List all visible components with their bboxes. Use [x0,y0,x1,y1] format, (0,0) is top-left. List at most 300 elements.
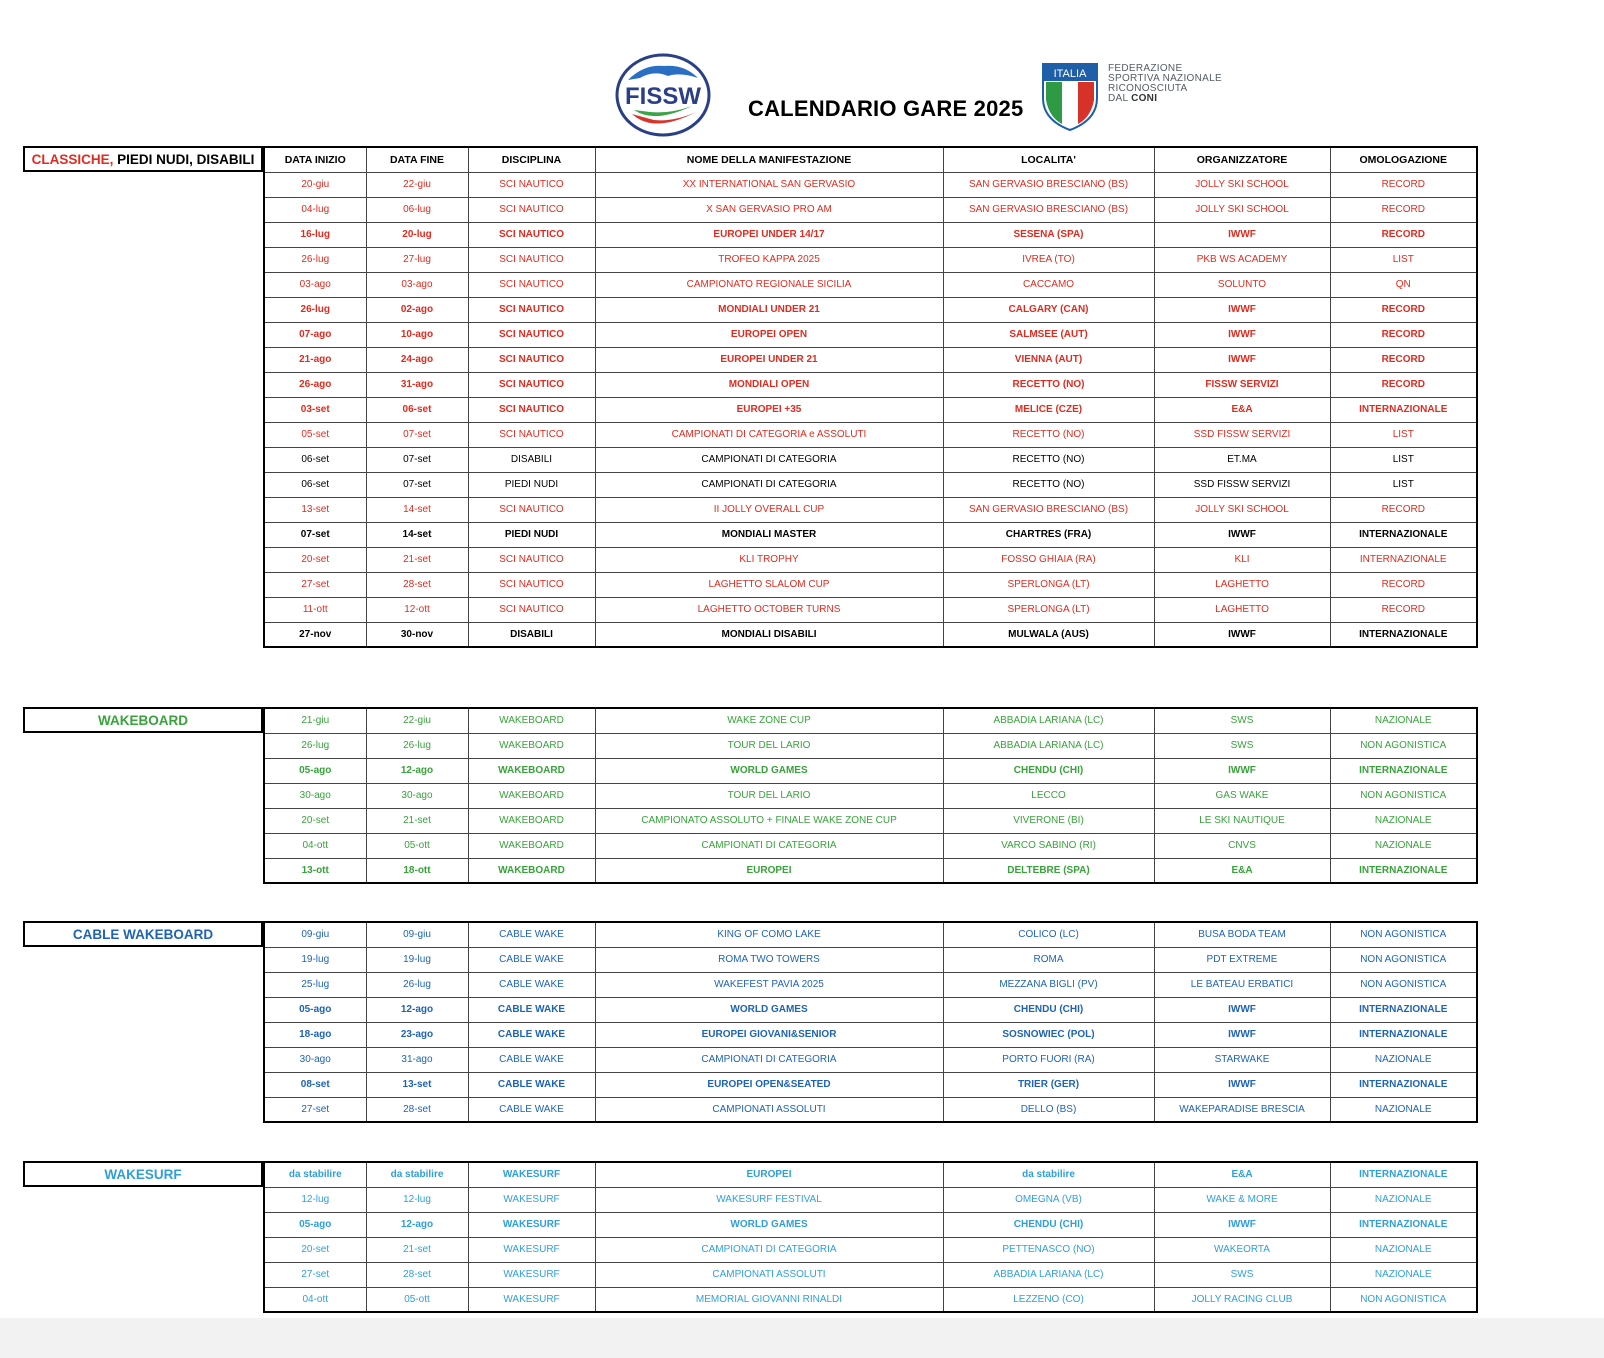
cell-nome-manifestazione: CAMPIONATI ASSOLUTI [595,1097,943,1122]
cell-data-fine: 26-lug [366,733,468,758]
cell-data-inizio: 13-set [264,497,366,522]
cell-data-inizio: 13-ott [264,858,366,883]
cell-nome-manifestazione: X SAN GERVASIO PRO AM [595,197,943,222]
cell-organizzatore: SWS [1154,733,1330,758]
page-bottom-margin [0,1318,1604,1358]
cell-data-inizio: 30-ago [264,1047,366,1072]
fissw-logo-text: FISSW [625,83,701,110]
cell-omologazione: RECORD [1330,572,1477,597]
table-row [264,322,1477,347]
cell-nome-manifestazione: MONDIALI OPEN [595,372,943,397]
cell-disciplina: SCI NAUTICO [468,247,595,272]
cell-data-fine: 07-set [366,447,468,472]
cell-disciplina: SCI NAUTICO [468,322,595,347]
cell-nome-manifestazione: WAKE ZONE CUP [595,708,943,733]
table-row [264,547,1477,572]
cell-nome-manifestazione: MEMORIAL GIOVANNI RINALDI [595,1287,943,1312]
cell-localita: ABBADIA LARIANA (LC) [943,708,1154,733]
cell-organizzatore: LAGHETTO [1154,572,1330,597]
cell-disciplina: DISABILI [468,622,595,647]
cell-data-inizio: 26-lug [264,297,366,322]
table-row [264,247,1477,272]
cell-organizzatore: LE BATEAU ERBATICI [1154,972,1330,997]
cell-data-inizio: 21-giu [264,708,366,733]
cell-disciplina: CABLE WAKE [468,1097,595,1122]
cell-disciplina: SCI NAUTICO [468,547,595,572]
cell-data-inizio: 21-ago [264,347,366,372]
cell-disciplina: WAKEBOARD [468,858,595,883]
cell-localita: SAN GERVASIO BRESCIANO (BS) [943,172,1154,197]
cell-data-fine: 26-lug [366,972,468,997]
cell-data-inizio: 04-lug [264,197,366,222]
cell-data-inizio: 30-ago [264,783,366,808]
cell-nome-manifestazione: EUROPEI +35 [595,397,943,422]
cell-data-fine: 22-giu [366,708,468,733]
table-row [264,1072,1477,1097]
cell-disciplina: DISABILI [468,447,595,472]
cell-disciplina: CABLE WAKE [468,1072,595,1097]
table-row [264,947,1477,972]
cell-localita: MEZZANA BIGLI (PV) [943,972,1154,997]
cell-data-inizio: 04-ott [264,1287,366,1312]
cell-data-inizio: 20-set [264,808,366,833]
table-row [264,297,1477,322]
cell-disciplina: SCI NAUTICO [468,197,595,222]
cell-organizzatore: IWWF [1154,322,1330,347]
wakesurf-table [263,1161,1478,1313]
cell-data-fine: 12-ago [366,997,468,1022]
table-row [264,272,1477,297]
cell-data-fine: 12-ago [366,1212,468,1237]
table-row [264,197,1477,222]
cell-nome-manifestazione: II JOLLY OVERALL CUP [595,497,943,522]
cell-localita: OMEGNA (VB) [943,1187,1154,1212]
cell-omologazione: INTERNAZIONALE [1330,1212,1477,1237]
col-disciplina: DISCIPLINA [468,147,595,172]
cell-localita: TRIER (GER) [943,1072,1154,1097]
cell-organizzatore: WAKEPARADISE BRESCIA [1154,1097,1330,1122]
table-row [264,1262,1477,1287]
cell-data-fine: 02-ago [366,297,468,322]
wakeboard-table [263,707,1478,884]
table-row [264,808,1477,833]
cell-disciplina: SCI NAUTICO [468,347,595,372]
cell-localita: SAN GERVASIO BRESCIANO (BS) [943,497,1154,522]
cell-nome-manifestazione: EUROPEI UNDER 14/17 [595,222,943,247]
cell-nome-manifestazione: LAGHETTO OCTOBER TURNS [595,597,943,622]
cell-nome-manifestazione: MONDIALI MASTER [595,522,943,547]
cell-localita: LEZZENO (CO) [943,1287,1154,1312]
cell-omologazione: NON AGONISTICA [1330,783,1477,808]
cell-localita: VARCO SABINO (RI) [943,833,1154,858]
cell-omologazione: INTERNAZIONALE [1330,622,1477,647]
cell-nome-manifestazione: CAMPIONATI DI CATEGORIA [595,447,943,472]
cell-data-inizio: 27-set [264,1262,366,1287]
table-row [264,1162,1477,1187]
cell-organizzatore: SSD FISSW SERVIZI [1154,472,1330,497]
cell-omologazione: INTERNAZIONALE [1330,1162,1477,1187]
table-row [264,783,1477,808]
cell-organizzatore: IWWF [1154,522,1330,547]
cell-organizzatore: LAGHETTO [1154,597,1330,622]
cell-omologazione: INTERNAZIONALE [1330,397,1477,422]
cell-data-fine: 20-lug [366,222,468,247]
cell-disciplina: CABLE WAKE [468,922,595,947]
cell-nome-manifestazione: WORLD GAMES [595,1212,943,1237]
table-row [264,397,1477,422]
coni-badge-text: FEDERAZIONE SPORTIVA NAZIONALE RICONOSCIUTA DAL CONI [1108,63,1222,104]
cell-organizzatore: IWWF [1154,297,1330,322]
cell-data-fine: 14-set [366,497,468,522]
classiche-table [263,146,1478,648]
cell-organizzatore: ET.MA [1154,447,1330,472]
table-row [264,422,1477,447]
cell-data-fine: 28-set [366,572,468,597]
cell-organizzatore: WAKE & MORE [1154,1187,1330,1212]
section-title-wakesurf: WAKESURF [23,1161,263,1187]
cell-omologazione: RECORD [1330,172,1477,197]
cell-data-fine: 12-lug [366,1187,468,1212]
table-row [264,1237,1477,1262]
cell-localita: RECETTO (NO) [943,422,1154,447]
cell-disciplina: WAKEBOARD [468,708,595,733]
cell-localita: IVREA (TO) [943,247,1154,272]
cell-localita: ROMA [943,947,1154,972]
cell-nome-manifestazione: TROFEO KAPPA 2025 [595,247,943,272]
cell-omologazione: NAZIONALE [1330,1047,1477,1072]
cell-localita: PORTO FUORI (RA) [943,1047,1154,1072]
cell-organizzatore: IWWF [1154,222,1330,247]
cell-localita: CHENDU (CHI) [943,758,1154,783]
cell-data-inizio: 04-ott [264,833,366,858]
cell-nome-manifestazione: CAMPIONATI DI CATEGORIA [595,472,943,497]
cell-localita: CHARTRES (FRA) [943,522,1154,547]
cell-data-fine: da stabilire [366,1162,468,1187]
table-row [264,733,1477,758]
cell-data-fine: 28-set [366,1262,468,1287]
cell-data-inizio: 12-lug [264,1187,366,1212]
cell-localita: LECCO [943,783,1154,808]
table-row [264,997,1477,1022]
cell-data-fine: 31-ago [366,1047,468,1072]
cell-organizzatore: E&A [1154,858,1330,883]
cell-omologazione: RECORD [1330,372,1477,397]
table-row [264,858,1477,883]
italia-shield-icon [1041,62,1099,132]
cell-nome-manifestazione: CAMPIONATO REGIONALE SICILIA [595,272,943,297]
cell-organizzatore: BUSA BODA TEAM [1154,922,1330,947]
cell-nome-manifestazione: EUROPEI OPEN [595,322,943,347]
cell-disciplina: SCI NAUTICO [468,497,595,522]
cell-nome-manifestazione: EUROPEI [595,858,943,883]
cell-data-inizio: 05-set [264,422,366,447]
cell-nome-manifestazione: WORLD GAMES [595,758,943,783]
cell-data-fine: 07-set [366,422,468,447]
cell-localita: MELICE (CZE) [943,397,1154,422]
cell-omologazione: LIST [1330,422,1477,447]
shield-label: ITALIA [1053,68,1087,80]
cell-omologazione: NON AGONISTICA [1330,1287,1477,1312]
cell-data-inizio: 05-ago [264,1212,366,1237]
cell-data-inizio: 08-set [264,1072,366,1097]
cell-data-inizio: 18-ago [264,1022,366,1047]
cell-disciplina: CABLE WAKE [468,997,595,1022]
cell-omologazione: NON AGONISTICA [1330,972,1477,997]
col-localita: LOCALITA' [943,147,1154,172]
cell-localita: COLICO (LC) [943,922,1154,947]
cell-localita: FOSSO GHIAIA (RA) [943,547,1154,572]
cell-data-fine: 27-lug [366,247,468,272]
cell-organizzatore: IWWF [1154,622,1330,647]
cell-localita: VIVERONE (BI) [943,808,1154,833]
cell-data-inizio: 27-set [264,1097,366,1122]
fissw-logo [614,52,712,138]
cell-omologazione: RECORD [1330,322,1477,347]
cell-data-inizio: 26-lug [264,247,366,272]
cell-data-inizio: 19-lug [264,947,366,972]
cell-localita: SAN GERVASIO BRESCIANO (BS) [943,197,1154,222]
table-row [264,222,1477,247]
col-omologazione: OMOLOGAZIONE [1330,147,1477,172]
cell-omologazione: RECORD [1330,297,1477,322]
cell-disciplina: WAKESURF [468,1262,595,1287]
cell-data-fine: 03-ago [366,272,468,297]
table-row [264,622,1477,647]
cell-localita: RECETTO (NO) [943,372,1154,397]
cell-data-inizio: 05-ago [264,758,366,783]
cell-data-inizio: 11-ott [264,597,366,622]
table-row [264,572,1477,597]
cell-localita: DELLO (BS) [943,1097,1154,1122]
cell-organizzatore: IWWF [1154,1212,1330,1237]
cell-data-inizio: 03-ago [264,272,366,297]
cable-wakeboard-table [263,921,1478,1123]
cell-organizzatore: JOLLY SKI SCHOOL [1154,197,1330,222]
cell-data-inizio: 27-set [264,572,366,597]
cell-data-fine: 23-ago [366,1022,468,1047]
cell-omologazione: RECORD [1330,222,1477,247]
cell-nome-manifestazione: ROMA TWO TOWERS [595,947,943,972]
table-row [264,347,1477,372]
cell-omologazione: NAZIONALE [1330,1187,1477,1212]
col-organizzatore: ORGANIZZATORE [1154,147,1330,172]
cell-disciplina: WAKESURF [468,1287,595,1312]
cell-data-fine: 09-giu [366,922,468,947]
cell-localita: SOSNOWIEC (POL) [943,1022,1154,1047]
cell-omologazione: NON AGONISTICA [1330,922,1477,947]
cell-organizzatore: SWS [1154,1262,1330,1287]
cell-omologazione: RECORD [1330,597,1477,622]
cell-nome-manifestazione: CAMPIONATI DI CATEGORIA [595,1237,943,1262]
cell-data-fine: 18-ott [366,858,468,883]
cell-omologazione: RECORD [1330,497,1477,522]
cell-data-inizio: 27-nov [264,622,366,647]
cell-organizzatore: JOLLY SKI SCHOOL [1154,172,1330,197]
cell-disciplina: SCI NAUTICO [468,422,595,447]
cell-omologazione: QN [1330,272,1477,297]
cell-omologazione: INTERNAZIONALE [1330,1072,1477,1097]
cell-omologazione: LIST [1330,472,1477,497]
cell-omologazione: NAZIONALE [1330,808,1477,833]
cell-localita: SPERLONGA (LT) [943,597,1154,622]
table-row [264,172,1477,197]
cell-localita: RECETTO (NO) [943,472,1154,497]
table-row [264,522,1477,547]
table-row [264,1047,1477,1072]
cell-organizzatore: FISSW SERVIZI [1154,372,1330,397]
table-header-row [264,147,1477,172]
cell-organizzatore: JOLLY RACING CLUB [1154,1287,1330,1312]
cell-disciplina: SCI NAUTICO [468,172,595,197]
cell-disciplina: WAKEBOARD [468,808,595,833]
cell-nome-manifestazione: WORLD GAMES [595,997,943,1022]
cell-disciplina: SCI NAUTICO [468,372,595,397]
cell-localita: CACCAMO [943,272,1154,297]
cell-localita: DELTEBRE (SPA) [943,858,1154,883]
cell-omologazione: RECORD [1330,197,1477,222]
section-title-cable-wakeboard: CABLE WAKEBOARD [23,921,263,947]
table-row [264,1212,1477,1237]
cell-data-inizio: 26-ago [264,372,366,397]
cell-localita: CHENDU (CHI) [943,1212,1154,1237]
cell-organizzatore: STARWAKE [1154,1047,1330,1072]
cell-organizzatore: E&A [1154,1162,1330,1187]
cell-localita: ABBADIA LARIANA (LC) [943,733,1154,758]
cell-disciplina: WAKESURF [468,1212,595,1237]
table-row [264,1097,1477,1122]
cell-organizzatore: IWWF [1154,758,1330,783]
cell-data-fine: 10-ago [366,322,468,347]
cell-data-fine: 19-lug [366,947,468,972]
table-row [264,922,1477,947]
cell-disciplina: SCI NAUTICO [468,297,595,322]
cell-omologazione: INTERNAZIONALE [1330,1022,1477,1047]
cell-data-inizio: 07-ago [264,322,366,347]
page-title: CALENDARIO GARE 2025 [748,96,1024,121]
cell-organizzatore: CNVS [1154,833,1330,858]
cell-omologazione: INTERNAZIONALE [1330,997,1477,1022]
cell-data-fine: 06-set [366,397,468,422]
cell-disciplina: PIEDI NUDI [468,522,595,547]
cell-data-fine: 28-set [366,1097,468,1122]
cell-disciplina: WAKEBOARD [468,733,595,758]
col-data-inizio: DATA INIZIO [264,147,366,172]
cell-localita: PETTENASCO (NO) [943,1237,1154,1262]
table-row [264,1187,1477,1212]
cell-data-inizio: 25-lug [264,972,366,997]
cell-omologazione: LIST [1330,447,1477,472]
table-row [264,372,1477,397]
cell-data-fine: 31-ago [366,372,468,397]
cell-localita: SALMSEE (AUT) [943,322,1154,347]
cell-organizzatore: IWWF [1154,347,1330,372]
cell-data-inizio: 06-set [264,472,366,497]
cell-organizzatore: PDT EXTREME [1154,947,1330,972]
cell-data-fine: 14-set [366,522,468,547]
cell-data-fine: 05-ott [366,1287,468,1312]
cell-omologazione: NAZIONALE [1330,1262,1477,1287]
cell-nome-manifestazione: CAMPIONATI ASSOLUTI [595,1262,943,1287]
cell-data-fine: 21-set [366,1237,468,1262]
cell-nome-manifestazione: KING OF COMO LAKE [595,922,943,947]
cell-organizzatore: IWWF [1154,1022,1330,1047]
cell-data-fine: 30-ago [366,783,468,808]
table-row [264,1287,1477,1312]
cell-disciplina: PIEDI NUDI [468,472,595,497]
cell-data-fine: 21-set [366,808,468,833]
cell-nome-manifestazione: EUROPEI UNDER 21 [595,347,943,372]
table-row [264,708,1477,733]
table-row [264,472,1477,497]
cell-data-fine: 21-set [366,547,468,572]
cell-localita: ABBADIA LARIANA (LC) [943,1262,1154,1287]
cell-omologazione: NAZIONALE [1330,1237,1477,1262]
cell-data-fine: 22-giu [366,172,468,197]
cell-data-inizio: 20-giu [264,172,366,197]
cell-omologazione: INTERNAZIONALE [1330,758,1477,783]
cell-disciplina: WAKEBOARD [468,783,595,808]
col-data-fine: DATA FINE [366,147,468,172]
cell-localita: MULWALA (AUS) [943,622,1154,647]
table-row [264,447,1477,472]
cell-omologazione: RECORD [1330,347,1477,372]
cell-localita: SESENA (SPA) [943,222,1154,247]
cell-localita: VIENNA (AUT) [943,347,1154,372]
cell-disciplina: CABLE WAKE [468,1047,595,1072]
cell-omologazione: NAZIONALE [1330,833,1477,858]
cell-disciplina: CABLE WAKE [468,1022,595,1047]
cell-data-fine: 13-set [366,1072,468,1097]
cell-organizzatore: WAKEORTA [1154,1237,1330,1262]
cell-nome-manifestazione: WAKEFEST PAVIA 2025 [595,972,943,997]
cell-organizzatore: SSD FISSW SERVIZI [1154,422,1330,447]
cell-localita: CALGARY (CAN) [943,297,1154,322]
cell-nome-manifestazione: TOUR DEL LARIO [595,783,943,808]
cell-nome-manifestazione: EUROPEI GIOVANI&SENIOR [595,1022,943,1047]
cell-organizzatore: JOLLY SKI SCHOOL [1154,497,1330,522]
cell-omologazione: NAZIONALE [1330,708,1477,733]
cell-omologazione: NON AGONISTICA [1330,947,1477,972]
cell-disciplina: SCI NAUTICO [468,597,595,622]
cell-data-fine: 24-ago [366,347,468,372]
table-row [264,758,1477,783]
cell-data-inizio: 07-set [264,522,366,547]
cell-data-fine: 07-set [366,472,468,497]
cell-data-fine: 06-lug [366,197,468,222]
cell-nome-manifestazione: LAGHETTO SLALOM CUP [595,572,943,597]
cell-localita: RECETTO (NO) [943,447,1154,472]
cell-nome-manifestazione: CAMPIONATI DI CATEGORIA [595,1047,943,1072]
cell-disciplina: WAKEBOARD [468,758,595,783]
cell-disciplina: WAKESURF [468,1162,595,1187]
section-title-classiche: CLASSICHE, PIEDI NUDI, DISABILI [23,146,263,172]
cell-disciplina: WAKEBOARD [468,833,595,858]
cell-organizzatore: IWWF [1154,997,1330,1022]
cell-nome-manifestazione: CAMPIONATI DI CATEGORIA [595,833,943,858]
table-row [264,597,1477,622]
cell-nome-manifestazione: CAMPIONATO ASSOLUTO + FINALE WAKE ZONE CUP [595,808,943,833]
cell-nome-manifestazione: XX INTERNATIONAL SAN GERVASIO [595,172,943,197]
cell-data-inizio: 16-lug [264,222,366,247]
cell-disciplina: SCI NAUTICO [468,397,595,422]
cell-omologazione: INTERNAZIONALE [1330,522,1477,547]
cell-omologazione: INTERNAZIONALE [1330,547,1477,572]
cell-data-inizio: 26-lug [264,733,366,758]
cell-organizzatore: LE SKI NAUTIQUE [1154,808,1330,833]
table-row [264,833,1477,858]
cell-organizzatore: KLI [1154,547,1330,572]
cell-data-inizio: 06-set [264,447,366,472]
